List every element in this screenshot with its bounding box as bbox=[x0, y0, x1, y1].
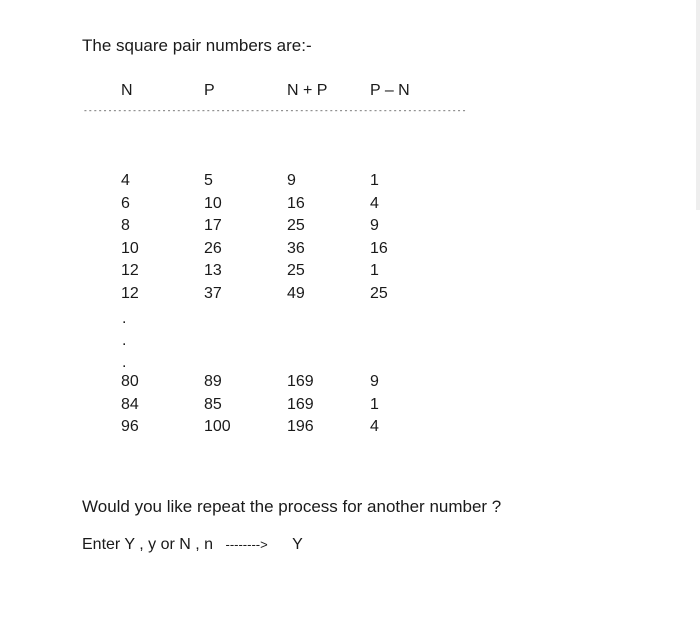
table-cell: 12 bbox=[121, 262, 139, 279]
table-cell: 196 bbox=[287, 418, 314, 435]
column-n-bottom bbox=[121, 371, 139, 439]
header-separator: ------------------------------------------------------------------------------ bbox=[83, 106, 467, 115]
table-cell: 1 bbox=[370, 395, 379, 413]
column-n-plus-p-bottom bbox=[287, 371, 314, 439]
table-cell: 9 bbox=[370, 217, 379, 234]
table-cell: 8 bbox=[121, 217, 130, 234]
input-prompt bbox=[82, 536, 303, 554]
table-cell: 1 bbox=[370, 172, 379, 189]
table-cell: 16 bbox=[287, 194, 305, 212]
table-cell: 100 bbox=[204, 418, 231, 435]
column-header-p: P bbox=[204, 82, 215, 99]
ellipsis-dot: . bbox=[122, 354, 127, 371]
table-cell: 5 bbox=[204, 172, 213, 189]
prompt-arrow: --------> bbox=[225, 537, 268, 552]
table-cell: 25 bbox=[370, 284, 388, 302]
column-p-minus-n-bottom bbox=[370, 371, 379, 439]
page-edge bbox=[696, 0, 700, 210]
column-n-plus-p-top bbox=[287, 170, 305, 305]
column-header-n-plus-p: N + P bbox=[287, 82, 328, 99]
column-p-minus-n-top bbox=[370, 170, 388, 305]
prompt-label: Enter Y , y or N , n bbox=[82, 536, 214, 553]
table-cell: 36 bbox=[287, 239, 305, 257]
repeat-question: Would you like repeat the process for another number ? bbox=[82, 497, 502, 516]
table-cell: 49 bbox=[287, 284, 305, 302]
table-cell: 17 bbox=[204, 217, 222, 234]
table-cell: 37 bbox=[204, 284, 222, 302]
column-n-top bbox=[121, 170, 139, 305]
column-header-p-minus-n: P – N bbox=[370, 82, 410, 99]
table-cell: 4 bbox=[370, 194, 379, 212]
table-cell: 4 bbox=[370, 418, 379, 435]
ellipsis-dots bbox=[122, 308, 132, 374]
table-cell: 26 bbox=[204, 239, 222, 257]
table-cell: 169 bbox=[287, 373, 314, 390]
table-cell: 4 bbox=[121, 172, 130, 189]
table-cell: 96 bbox=[121, 418, 139, 435]
table-cell: 84 bbox=[121, 395, 139, 413]
table-cell: 16 bbox=[370, 239, 388, 257]
page-title: The square pair numbers are:- bbox=[82, 36, 312, 55]
table-cell: 25 bbox=[287, 262, 305, 279]
ellipsis-dot: . bbox=[122, 332, 127, 349]
table-cell: 89 bbox=[204, 373, 222, 390]
table-cell: 169 bbox=[287, 395, 314, 413]
column-p-bottom bbox=[204, 371, 231, 439]
table-cell: 10 bbox=[121, 239, 139, 257]
table-cell: 85 bbox=[204, 395, 222, 413]
table-cell: 9 bbox=[370, 373, 379, 390]
table-cell: 1 bbox=[370, 262, 379, 279]
prompt-answer: Y bbox=[292, 536, 303, 553]
table-cell: 9 bbox=[287, 172, 296, 189]
table-cell: 12 bbox=[121, 284, 139, 302]
table-cell: 80 bbox=[121, 373, 139, 390]
column-header-n: N bbox=[121, 82, 133, 99]
table-cell: 13 bbox=[204, 262, 222, 279]
table-cell: 25 bbox=[287, 217, 305, 234]
table-cell: 10 bbox=[204, 194, 222, 212]
ellipsis-dot: . bbox=[122, 310, 127, 327]
table-cell: 6 bbox=[121, 194, 130, 212]
column-p-top bbox=[204, 170, 222, 305]
